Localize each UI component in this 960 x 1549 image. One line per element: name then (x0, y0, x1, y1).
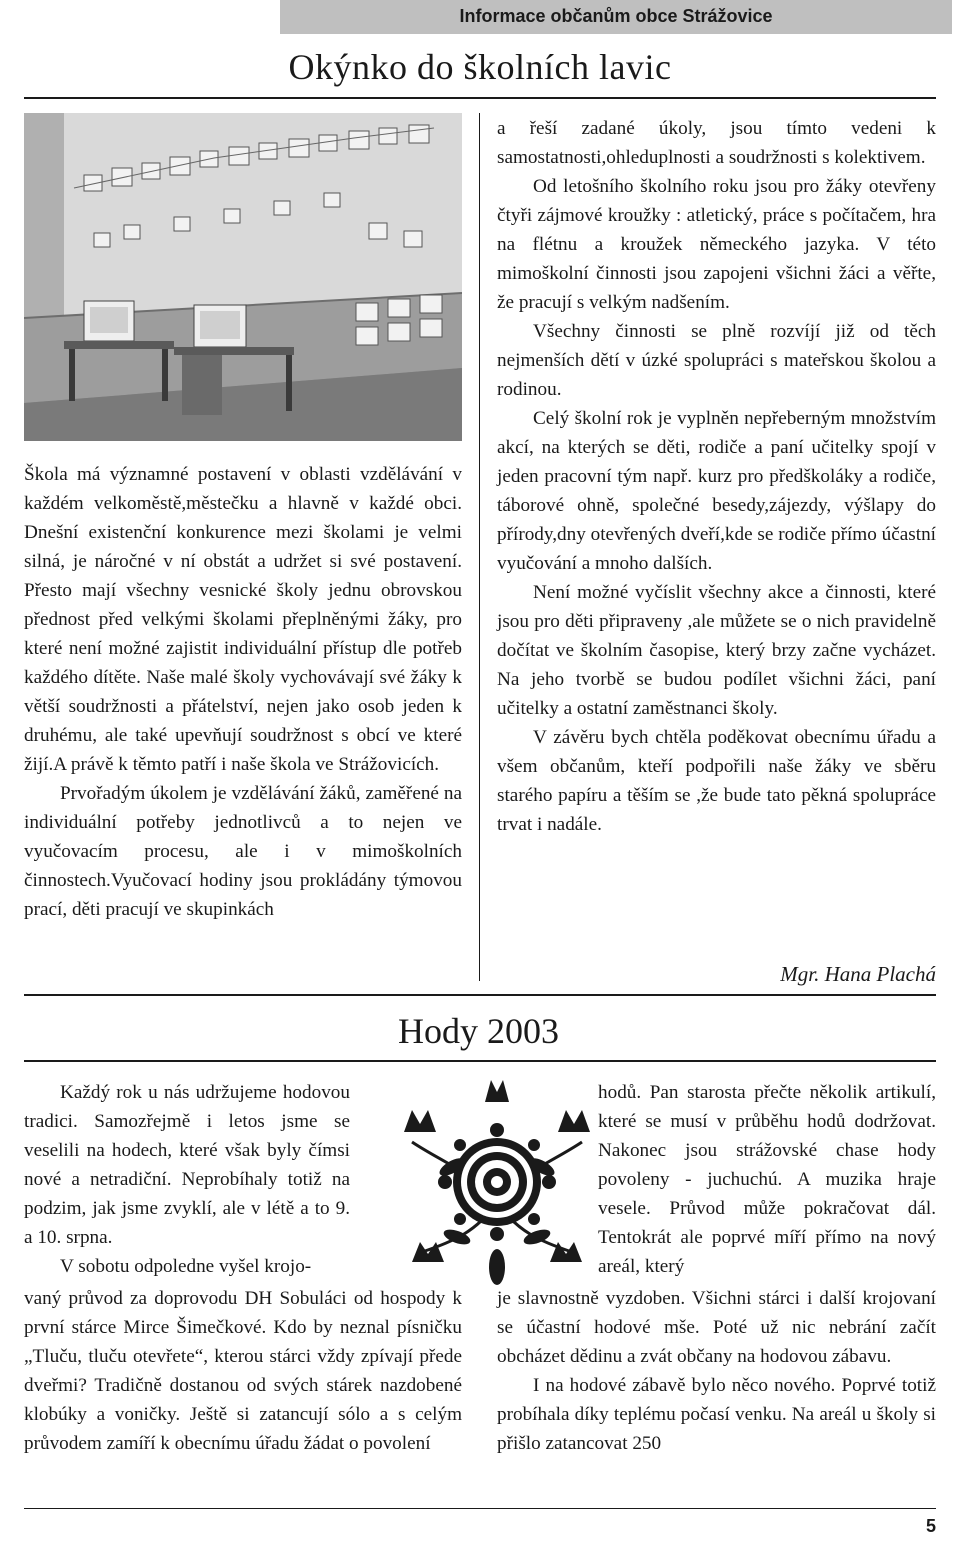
article2-title: Hody 2003 (398, 1011, 559, 1051)
author-signature: Mgr. Hana Plachá (780, 962, 936, 986)
column-divider (479, 113, 480, 981)
title2-rule (24, 1060, 936, 1062)
article2-left-top (24, 1078, 350, 1281)
paragraph: Od letošního školního roku jsou pro žáky otevřeny čtyři zájmové kroužky : atletický, práce s počítačem, hra na flétnu a kroužek německého jazyka. V této mimoškolní činnosti jsou zapojeni všichni žáci a věřte, že pracují s velkým nadšením. (497, 176, 936, 313)
paragraph: V závěru bych chtěla poděkovat obecnímu úřadu a všem občanům, kteří podpořili naše žáky ve sběru starého papíru a těším se ,že bude tato pěkná spolupráce trvat i nadále. (497, 727, 936, 835)
article2-right-bottom (497, 1284, 936, 1458)
paragraph: Celý školní rok je vyplněn nepřeberným množstvím akcí, na kterých se děti, rodiče a paní učitelky spojí v jeden pracovní tým např. kurz pro předškoláky a rodiče, táborové ohně, společné besedy,zájezdy, výšlapy do přírody,dny otevřených dveří,kde se rodiče přímo účastní vyučování a mnoho dalších. (497, 408, 936, 574)
section-rule (24, 994, 936, 996)
footer-rule (24, 1508, 936, 1509)
paragraph: hodů. Pan starosta přečte několik artikulí, které se musí v průběhu hodů dodržovat. Nakonec jsou strážovské chase hody povoleny - juchuchú. A muzika hraje vesele. Průvod může pokračovat dál. Tentokrát ale poprvé míří přímo na nový areál, který (598, 1082, 936, 1277)
paragraph: je slavnostně vyzdoben. Všichni stárci i další krojovaní se účastní hodové mše. Poté už nic nebrání začít obcházet dědinu a zvát občany na hodovou zábavu. (497, 1288, 936, 1367)
article1-left-column (24, 460, 462, 924)
classroom-photo (24, 113, 462, 441)
folk-flower-ornament (382, 1072, 612, 1292)
page-number: 5 (925, 1516, 936, 1536)
paragraph: I na hodové zábavě bylo něco nového. Poprvé totiž probíhala díky teplému počasí venku. Na areál u školy si přišlo zatancovat 250 (497, 1375, 936, 1454)
article2-left-bottom (24, 1284, 462, 1458)
classroom-photo-drawing (24, 113, 462, 441)
paragraph: Není možné vyčíslit všechny akce a činnosti, které jsou pro děti připraveny ,ale můžete se o nich pravidelně dočítat ve školním časopise, který brzy začne vycházet. Na jeho tvorbě se budou podílet všichni žáci, paní učitelky a ostatní zaměstnanci školy. (497, 582, 936, 719)
paragraph: a řeší zadané úkoly, jsou tímto vedeni k samostatnosti,ohleduplnosti a soudržnosti s kolektivem. (497, 118, 936, 168)
paragraph: Všechny činnosti se plně rozvíjí již od těch nejmenších dětí v úzké spolupráci s mateřskou školou a rodinou. (497, 321, 936, 400)
paragraph: vaný průvod za doprovodu DH Sobuláci od hospody k první stárce Mirce Šimečkové. Kdo by neznal písničku „Tluču, tluču otevřete“, kterou stárci vždy zpívají přede dveřmi? Tradičně dostanou od svých stárek nazdobené klobúky a voničky. Ještě si zatancují sólo a s celým průvodem zamíří k obecnímu úřadu žádat o povolení (24, 1288, 462, 1454)
paragraph: V sobotu odpoledne vyšel krojo- (60, 1256, 312, 1277)
title-rule (24, 97, 936, 99)
paragraph: Každý rok u nás udržujeme hodovou tradici. Samozřejmě i letos jsme se veselili na hodech, které však byly čímsi nové a netradiční. Neprobíhaly totiž na podzim, jak jsme zvyklí, ale v létě a to 9. a 10. srpna. (24, 1082, 350, 1248)
article1-right-column (497, 114, 936, 839)
article2-right-top (598, 1078, 936, 1281)
paragraph: Škola má významné postavení v oblasti vzdělávání v každém velkoměstě,městečku a hlavně v každé obci. Dnešní existenční konkurence mezi školami je velmi silná, je náročné v ní obstát a udržet si své postavení. Přesto mají všechny vesnické školy jednu obrovskou přednost před velkými školami přeplněnými žáky, pro které není možné zajistit individuální přístup dle potřeb každého dítěte. Naše malé školy vychovávají své žáky k větší soudržnosti a přátelství, nejen jako osob jeden k druhému, ale také upevňují soudržnost s obcí ve které žijí.A právě k těmto patří i naše škola ve Strážovicích. (24, 464, 462, 775)
paragraph: Prvořadým úkolem je vzdělávání žáků, zaměřené na individuální potřeby jednotlivců a to nejen ve vyučovacím procesu, ale i v mimoškolních činnostech.Vyučovací hodiny jsou prokládány týmovou prací, děti pracují ve skupinkách (24, 783, 462, 920)
header-text: Informace občanům obce Strážovice (459, 6, 773, 26)
article-title: Okýnko do školních lavic (288, 47, 672, 87)
